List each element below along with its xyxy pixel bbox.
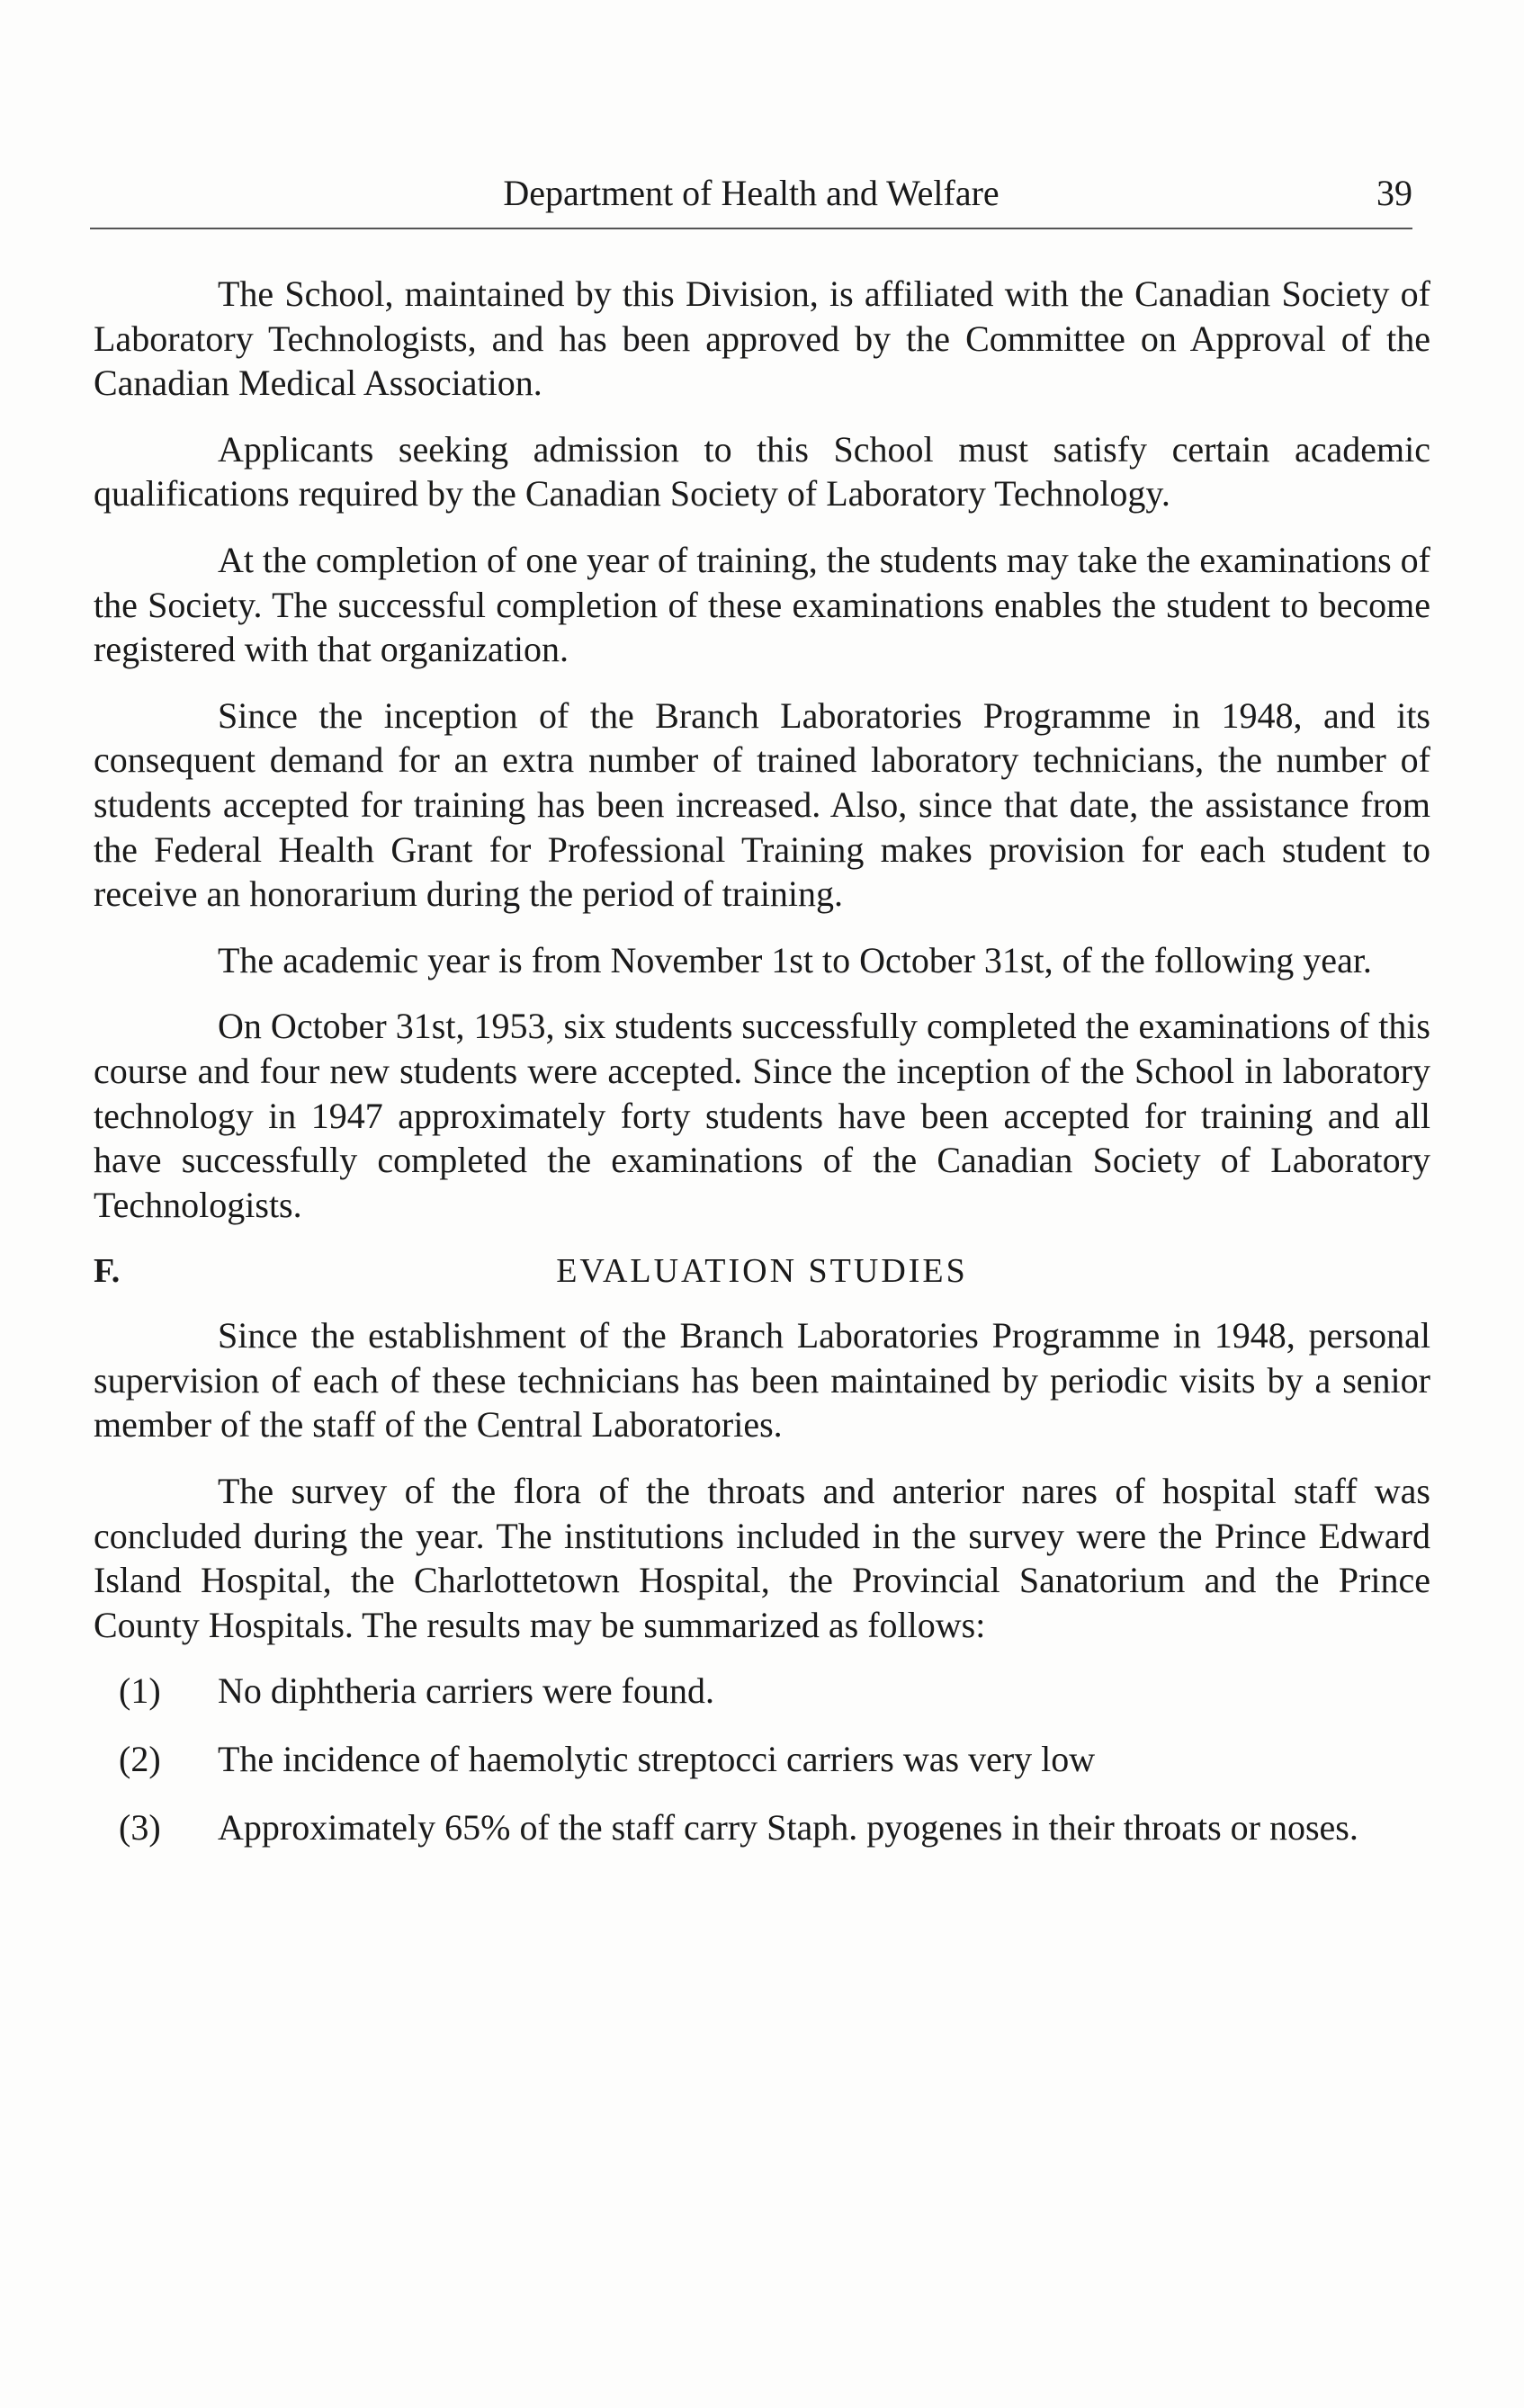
findings-list	[94, 1669, 1430, 1849]
section-title: EVALUATION STUDIES	[556, 1252, 968, 1291]
paragraph-admission: Applicants seeking admission to this School must satisfy certain academic qualifications required by the Canadian Society of Laboratory Technology.	[94, 428, 1430, 515]
running-header	[90, 171, 1412, 225]
section-heading	[94, 1249, 1430, 1294]
list-item	[94, 1669, 1430, 1714]
running-title: Department of Health and Welfare	[503, 173, 1000, 213]
page-body	[94, 272, 1430, 1873]
list-item-number: (2)	[119, 1739, 161, 1780]
list-item-number: (3)	[119, 1806, 161, 1848]
paragraph-survey: The survey of the flora of the throats and anterior nares of hospital staff was concluded during the year. The institutions included in the survey were the Prince Edward Island Hospital, the Charlottetown Hospital, the Provincial Sanatorium and the Prince County Hospitals. The results may be summarized as follows:	[94, 1471, 1430, 1645]
list-item-text: The incidence of haemolytic streptocci carriers was very low	[218, 1739, 1096, 1780]
page-number: 39	[1376, 173, 1412, 213]
paragraph-examinations: At the completion of one year of training, the students may take the examinations of the Society. The successful completion of these examinations enables the student to become registered with that organization.	[94, 539, 1430, 670]
paragraph-programme-history: Since the inception of the Branch Laboratories Programme in 1948, and its consequent demand for an extra number of trained laboratory technicians, the number of students accepted for training has been increased. Also, since that date, the assistance from the Federal Health Grant for Professional Training makes provision for each student to receive an honorarium during the period of training.	[94, 694, 1430, 915]
header-rule	[90, 228, 1412, 229]
paragraph-supervision: Since the establishment of the Branch Laboratories Programme in 1948, personal supervision of each of these technicians has been maintained by periodic visits by a senior member of the staff of the Central Laboratories.	[94, 1315, 1430, 1446]
paragraph-affiliation: The School, maintained by this Division, is affiliated with the Canadian Society of Laboratory Technologists, and has been approved by the Committee on Approval of the Canadian Medical Association.	[94, 273, 1430, 404]
list-item-number: (1)	[119, 1670, 161, 1712]
section-letter: F.	[94, 1252, 121, 1291]
paragraph-student-results: On October 31st, 1953, six students successfully completed the examinations of this course and four new students were accepted. Since the inception of the School in laboratory technology in 1947 approximately forty students have been accepted for training and all have successfully completed the examinations of the Canadian Society of Laboratory Technologists.	[94, 1006, 1430, 1225]
list-item	[94, 1805, 1430, 1850]
list-item	[94, 1737, 1430, 1782]
paragraph-academic-year: The academic year is from November 1st to October 31st, of the following year.	[218, 939, 1372, 980]
list-item-text: Approximately 65% of the staff carry Staph. pyogenes in their throats or noses.	[218, 1806, 1358, 1848]
list-item-text: No diphtheria carriers were found.	[218, 1670, 714, 1712]
